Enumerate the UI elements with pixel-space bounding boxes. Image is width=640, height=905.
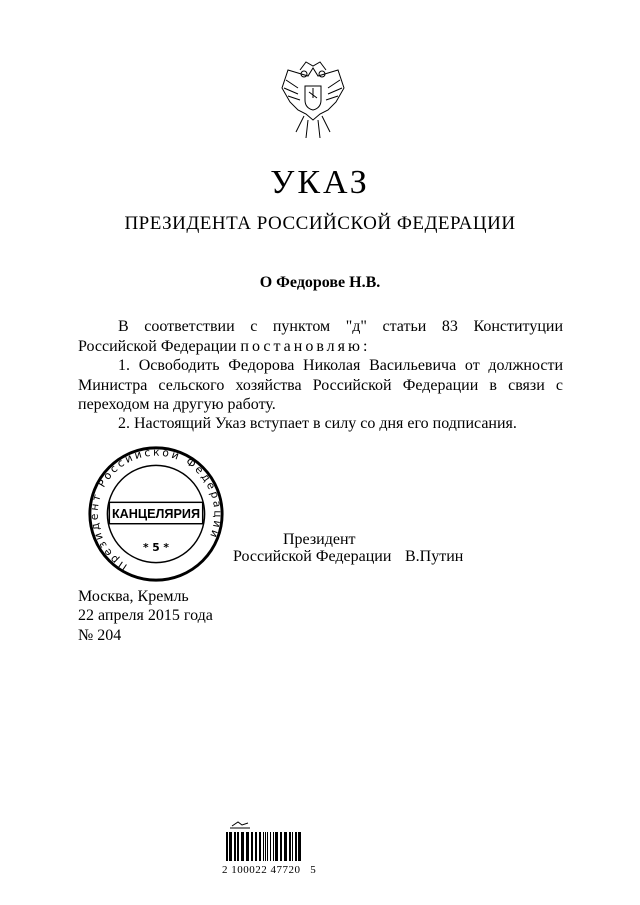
text-line: Российской Федерации (78, 337, 237, 355)
barcode-bar (251, 832, 253, 861)
barcode-bar (275, 832, 278, 861)
document-number: № 204 (78, 627, 122, 644)
signature-title: Президент (283, 531, 356, 548)
barcode-bar (273, 832, 274, 861)
barcode-bar (234, 832, 236, 861)
paragraph-item-2: 2. Настоящий Указ вступает в силу со дня его подписания. (118, 415, 517, 432)
barcode-bar (241, 832, 244, 861)
barcode-bar (246, 832, 249, 861)
barcode-bar (229, 832, 232, 861)
document-subject: О Федорове Н.В. (259, 274, 381, 291)
stamp-ring-path: Президент Российской Федерации (87, 445, 225, 574)
barcode (224, 820, 304, 862)
place: Москва, Кремль (78, 588, 189, 605)
barcode-bar (289, 832, 291, 861)
document-title: УКАЗ (270, 164, 370, 201)
barcode-bar (237, 832, 239, 861)
paragraph-item-1 (78, 356, 563, 415)
stamp-bottom-text: * 5 * (142, 540, 170, 554)
text-line: постановляю: (240, 337, 371, 355)
barcode-bar (292, 832, 293, 861)
stamp-center-text: КАНЦЕЛЯРИЯ (111, 506, 201, 521)
barcode-bar (284, 832, 287, 861)
barcode-bar (259, 832, 261, 861)
coat-of-arms-icon (278, 58, 348, 142)
text-line: Министра сельского хозяйства Российской Федерации в связи с (78, 376, 563, 394)
text-line: В соответствии с пунктом "д" статьи 83 Конституции (118, 318, 563, 335)
barcode-bar (267, 832, 268, 861)
barcode-bar (280, 832, 282, 861)
paragraph-preamble (78, 317, 563, 356)
barcode-bar (270, 832, 271, 861)
barcode-bar (226, 832, 228, 861)
barcode-bar (265, 832, 266, 861)
date: 22 апреля 2015 года (78, 607, 213, 624)
barcode-bar (263, 832, 264, 861)
document-subtitle: ПРЕЗИДЕНТА РОССИЙСКОЙ ФЕДЕРАЦИИ (124, 213, 516, 234)
barcode-bar (255, 832, 257, 861)
barcode-bar (298, 832, 301, 861)
signature-title-2: Российской Федерации (233, 548, 392, 565)
barcode-mark (230, 822, 250, 828)
text-line: 1. Освободить Федорова Николая Васильевича от должности (118, 357, 563, 374)
barcode-bar (295, 832, 297, 861)
official-stamp (86, 444, 226, 584)
barcode-digits: 2 100022 47720 5 (222, 864, 317, 876)
signature-name: В.Путин (405, 548, 464, 565)
text-line: переходом на другую работу. (78, 396, 276, 413)
